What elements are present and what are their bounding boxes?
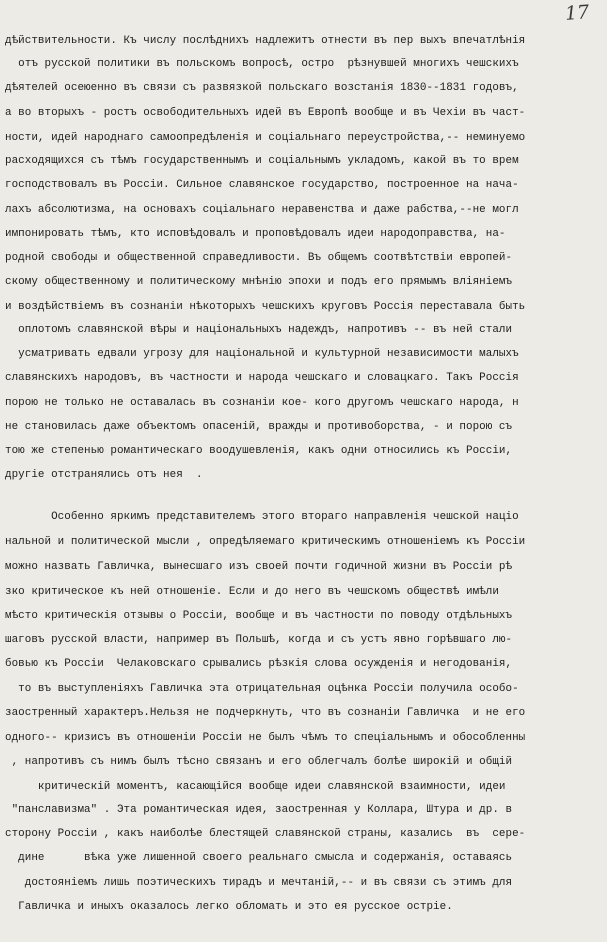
text-line: оплотомъ славянской вѣры и національныхъ надеждъ, напротивъ -- въ ней стали: [5, 324, 513, 336]
text-line: славянскихъ народовъ, въ частности и народа чешскаго и словацкаго. Такъ Россія: [5, 372, 519, 384]
text-line: одного-- кризисъ въ отношеніи Россіи не былъ чѣмъ то спеціальнымъ и обособленны: [5, 732, 526, 744]
text-line: зко критическое къ ней отношеніе. Если и до него въ чешскомъ обществѣ имѣли: [5, 586, 499, 598]
text-line: критическій моментъ, касающійся вообще идеи славянской взаимности, идеи: [5, 781, 506, 793]
text-line: нальной и политической мысли , опредѣляемаго критическимъ отношеніемъ къ Россіи: [5, 536, 526, 548]
text-line: дѣйствительности. Къ числу послѣднихъ надлежитъ отнести въ пер выхъ впечатлѣнія: [5, 35, 526, 47]
text-line: не становилась даже объектомъ опасеній, вражды и противоборства, - и порою съ: [5, 421, 513, 433]
text-line: порою не только не оставалась въ сознаніи кое- кого другомъ чешскаго народа, н: [5, 397, 519, 409]
text-line: то въ выступленіяхъ Гавличка эта отрицательная оцѣнка Россіи получила особо-: [5, 683, 519, 695]
text-line: господствовалъ въ Россіи. Сильное славянское государство, построенное на нача-: [5, 179, 519, 191]
text-line: дѣятелей осеюенно въ связи съ развязкой польскаго возстанія 1830--1831 годовъ,: [5, 82, 519, 94]
text-line: достояніемъ лишь поэтическихъ тирадъ и мечтаній,-- и въ связи съ этимъ для: [5, 877, 513, 889]
text-line: заостренный характеръ.Нельзя не подчеркнуть, что въ сознаніи Гавличка и не его: [5, 707, 526, 719]
text-line: импонировать тѣмъ, кто исповѣдовалъ и проповѣдовалъ идеи народоправства, на-: [5, 228, 506, 240]
text-line: шаговъ русской власти, например въ Польшѣ, когда и съ устъ явно горѣвшаго лю-: [5, 634, 513, 646]
text-line: , напротивъ съ нимъ былъ тѣсно связанъ и его облегчалъ болѣе широкій и общій: [5, 756, 513, 768]
page-number: 17: [564, 1, 590, 25]
text-line: Особенно яркимъ представителемъ этого втораго направленія чешской націо: [5, 511, 519, 523]
text-line: родной свободы и общественной справедливости. Въ общемъ соотвѣтствiи европей-: [5, 252, 513, 264]
text-line: отъ русской политики въ польскомъ вопросѣ, остро рѣзнувшей многихъ чешскихъ: [5, 58, 519, 70]
text-line: лахъ абсолютизма, на основахъ соціальнаго неравенства и даже рабства,--не могл: [5, 204, 519, 216]
text-line: бовью къ Россіи Челаковскаго срывались рѣзкія слова осужденія и негодованія,: [5, 658, 513, 670]
text-line: расходящихся съ тѣмъ государственнымъ и соціальнымъ укладомъ, какой въ то врем: [5, 155, 519, 167]
text-line: а во вторыхъ - ростъ освободительныхъ идей въ Европѣ вообще и въ Чехіи въ част-: [5, 107, 526, 119]
text-line: скому общественному и политическому мнѣнію эпохи и подъ его прямымъ вліяніемъ: [5, 276, 513, 288]
text-line: дине вѣка уже лишенной своего реальнаго смысла и содержанія, оставаясь: [5, 852, 513, 864]
text-line: сторону Россіи , какъ наиболѣе блестящей славянской страны, казались въ сере-: [5, 828, 526, 840]
text-line: тою же степенью романтическаго воодушевленія, какъ одни относились къ Россіи,: [5, 445, 513, 457]
text-line: усматривать едвали угрозу для національной и культурной независимости малыхъ: [5, 348, 519, 360]
text-line: можно назвать Гавличка, вынесшаго изъ своей почти годичной жизни въ Россіи рѣ: [5, 561, 513, 573]
text-line: другіе отстранялись отъ нея .: [5, 469, 203, 481]
text-line: ности, идей народнаго самоопредѣленія и соціальнаго переустройства,-- неминуемо: [5, 132, 526, 144]
text-line: Гавличка и иныхъ оказалось легко обломать и это ея русское острiе.: [5, 901, 453, 913]
text-line: "панславизма" . Эта романтическая идея, заостренная у Коллара, Штура и др. в: [5, 804, 513, 816]
text-line: и воздѣйствіемъ въ сознаніи нѣкоторыхъ чешскихъ круговъ Россія переставала быть: [5, 301, 526, 313]
text-line: мѣсто критическія отзывы о Россіи, вообще и въ частности по поводу отдѣльныхъ: [5, 610, 513, 622]
